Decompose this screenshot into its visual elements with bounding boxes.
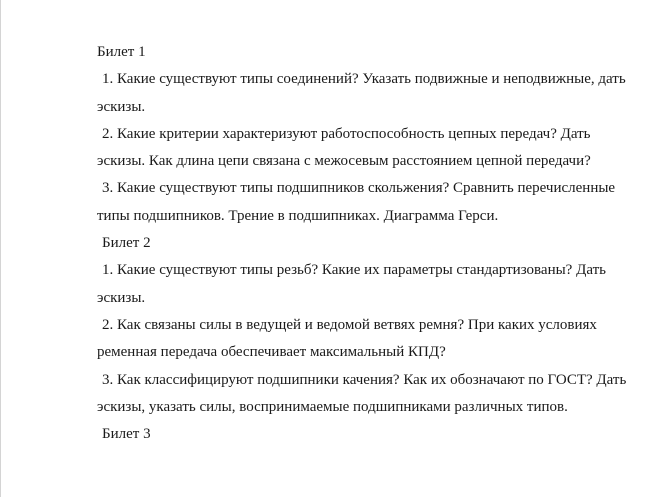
ticket-1 xyxy=(97,39,637,230)
question-text: Какие критерии характеризуют работоспособность цепных передач? Дать эскизы. Как длина цепи связана с межосевым расстоянием цепной передачи? xyxy=(97,125,591,170)
question-item xyxy=(97,367,637,422)
question-number: 2. xyxy=(102,125,114,142)
question-text: Как связаны силы в ведущей и ведомой ветвях ремня? При каких условиях ременная передача обеспечивает максимальный КПД? xyxy=(97,316,597,361)
document-body xyxy=(97,39,637,448)
question-item xyxy=(97,66,637,121)
question-item xyxy=(97,175,637,230)
question-number: 3. xyxy=(102,371,114,388)
question-item xyxy=(97,257,637,312)
question-item xyxy=(97,121,637,176)
question-text: Какие существуют типы соединений? Указать подвижные и неподвижные, дать эскизы. xyxy=(97,71,626,115)
ticket-2 xyxy=(97,230,637,421)
ticket-3 xyxy=(97,421,637,448)
ticket-title: Билет 1 xyxy=(97,44,146,60)
question-item xyxy=(97,312,637,367)
question-number: 1. xyxy=(102,262,114,279)
question-number: 3. xyxy=(102,180,114,197)
question-number: 2. xyxy=(102,316,114,333)
question-text: Как классифицируют подшипники качения? Как их обозначают по ГОСТ? Дать эскизы, указать силы, воспринимаемые подшипниками различных типов. xyxy=(97,371,627,415)
ticket-title: Билет 3 xyxy=(102,426,151,443)
question-number: 1. xyxy=(102,71,114,88)
ticket-title: Билет 2 xyxy=(102,235,151,252)
question-text: Какие существуют типы резьб? Какие их параметры стандартизованы? Дать эскизы. xyxy=(97,262,606,306)
question-text: Какие существуют типы подшипников скольжения? Сравнить перечисленные типы подшипников. Трение в подшипниках. Диаграмма Герси. xyxy=(97,180,616,224)
